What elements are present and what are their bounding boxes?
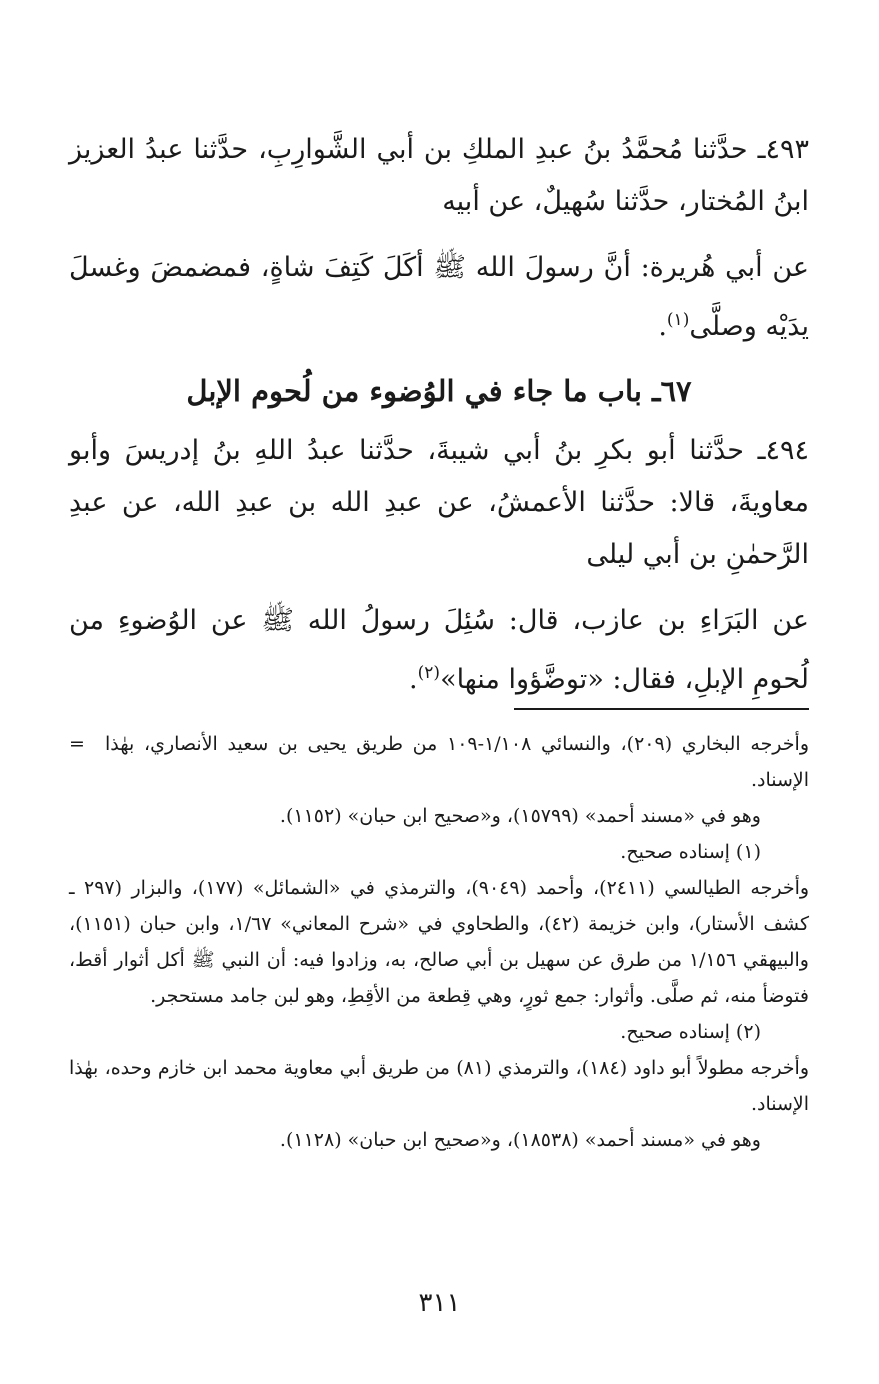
footnote-2-body: وأخرجه مطولاً أبو داود (١٨٤)، والترمذي (٨١) من طريق أبي معاوية محمد ابن خازم وحده، بهٰذا الإسناد. (69, 1057, 810, 1115)
footnote-2-tail: وهو في «مسند أحمد» (١٨٥٣٨)، و«صحيح ابن حبان» (١١٢٨). (279, 1129, 761, 1151)
footnote-ref-1[interactable]: (١) (666, 310, 690, 330)
footnote-continuation-2: وهو في «مسند أحمد» (١٥٧٩٩)، و«صحيح ابن حبان» (١١٥٢). (279, 805, 761, 827)
hadith-494-matn (69, 595, 809, 706)
footnote-divider (514, 708, 809, 710)
hadith-493-end: . (658, 311, 667, 342)
footnote-continuation-1: وأخرجه البخاري (٢٠٩)، والنسائي ١/١٠٨-١٠٩ من طريق يحيى بن سعيد الأنصاري، بهٰذا الإسناد. (105, 733, 809, 791)
hadith-494-end: . (409, 664, 418, 695)
footnote-1-head: (١) إسناده صحيح. (620, 841, 761, 863)
hadith-493-matn (69, 242, 809, 353)
main-text (69, 124, 809, 706)
footnote-1-body: وأخرجه الطيالسي (٢٤١١)، وأحمد (٩٠٤٩)، والترمذي في «الشمائل» (١٧٧)، والبزار (٢٩٧ ـ كشف الأستار)، وابن خزيمة (٤٢)، والطحاوي في «شرح المعاني» ١/٦٧، وابن حبان (١١٥١)، والبيهقي ١/١٥٦ من طرق عن سهيل بن أبي صالح، به، وزادوا فيه: أن النبي ﷺ أكل أثوار أقط، فتوضأ منه، ثم صلَّى. وأثوار: جمع ثورٍ، وهي قِطعة من الأقِطِ، وهو لبن جامد مستحجر. (69, 877, 810, 1007)
hadith-494-isnad: ٤٩٤ـ حدَّثنا أبو بكرِ بنُ أبي شيبةَ، حدَّثنا عبدُ اللهِ بنُ إدريسَ وأبو معاويةَ، قالا: حدَّثنا الأعمشُ، عن عبدِ الله بن عبدِ الله، عن عبدِ الرَّحمٰنِ بن أبي ليلى (69, 435, 809, 570)
page-number: ٣١١ (418, 1288, 461, 1318)
chapter-heading: ٦٧ـ باب ما جاء في الوُضوء من لُحوم الإبل (186, 374, 692, 408)
hadith-493-isnad: ٤٩٣ـ حدَّثنا مُحمَّدُ بنُ عبدِ الملكِ بن أبي الشَّوارِبِ، حدَّثنا عبدُ العزيز ابنُ المُختار، حدَّثنا سُهيلٌ، عن أبيه (69, 134, 809, 217)
footnotes-section (69, 726, 809, 1158)
footnote-ref-2[interactable]: (٢) (417, 663, 441, 683)
hadith-494-matn-text: عن البَرَاءِ بن عازب، قال: سُئِلَ رسولُ الله ﷺ عن الوُضوءِ من لُحومِ الإبلِ، فقال: «توضَّؤوا منها» (69, 605, 809, 695)
hadith-493-matn-text: عن أبي هُريرة: أنَّ رسولَ الله ﷺ أكَلَ كَتِفَ شاةٍ، فمضمضَ وغسلَ يدَيْه وصلَّى (69, 252, 809, 342)
continuation-mark: = (69, 733, 85, 755)
footnote-2-head: (٢) إسناده صحيح. (620, 1021, 761, 1043)
